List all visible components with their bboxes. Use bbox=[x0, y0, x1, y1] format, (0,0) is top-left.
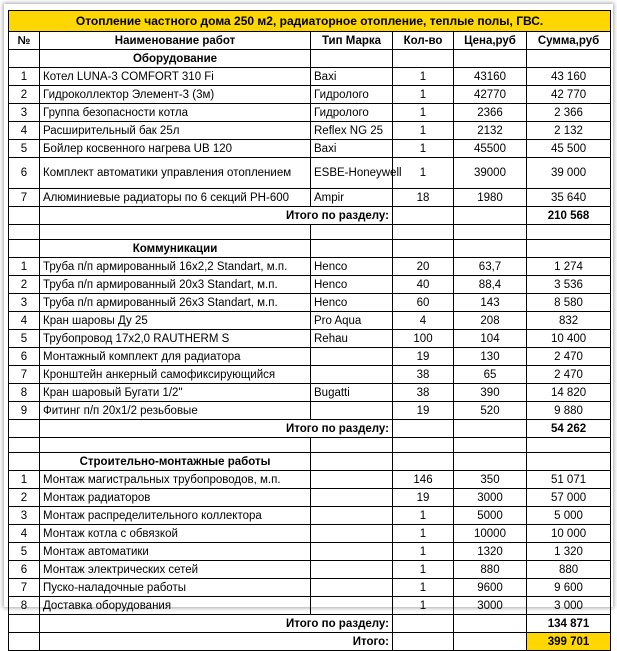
row-qty: 1 bbox=[393, 525, 454, 543]
table-row bbox=[9, 471, 611, 489]
empty-cell bbox=[454, 420, 527, 438]
empty-cell bbox=[454, 633, 527, 651]
row-sum: 45 500 bbox=[527, 140, 611, 158]
table-title: Отопление частного дома 250 м2, радиаторное отопление, теплые полы, ГВС. bbox=[9, 11, 611, 32]
row-brand bbox=[311, 525, 393, 543]
table-row bbox=[9, 258, 611, 276]
table-row bbox=[9, 507, 611, 525]
header-num: № bbox=[9, 32, 40, 50]
row-number: 6 bbox=[9, 348, 40, 366]
section-total-label: Итого по разделу: bbox=[40, 615, 393, 633]
row-price: 43160 bbox=[454, 68, 527, 86]
row-qty: 1 bbox=[393, 104, 454, 122]
row-name: Алюминиевые радиаторы по 6 секций РН-600 bbox=[40, 189, 311, 207]
row-brand bbox=[311, 489, 393, 507]
table-row bbox=[9, 348, 611, 366]
row-price: 880 bbox=[454, 561, 527, 579]
row-qty: 1 bbox=[393, 140, 454, 158]
empty-cell bbox=[311, 50, 393, 68]
table-row bbox=[9, 561, 611, 579]
row-name: Монтажный комплект для радиатора bbox=[40, 348, 311, 366]
header-price: Цена,руб bbox=[454, 32, 527, 50]
row-sum: 1 274 bbox=[527, 258, 611, 276]
row-sum: 2 470 bbox=[527, 348, 611, 366]
empty-cell bbox=[9, 50, 40, 68]
row-price: 390 bbox=[454, 384, 527, 402]
grand-total-label: Итого: bbox=[40, 633, 393, 651]
row-price: 10000 bbox=[454, 525, 527, 543]
empty-cell bbox=[454, 453, 527, 471]
empty-cell bbox=[454, 615, 527, 633]
row-sum: 2 470 bbox=[527, 366, 611, 384]
empty-cell bbox=[393, 438, 454, 453]
empty-cell bbox=[454, 240, 527, 258]
spacer-row bbox=[9, 225, 611, 240]
row-number: 9 bbox=[9, 402, 40, 420]
row-sum: 39 000 bbox=[527, 158, 611, 189]
row-name: Труба п/п армированный 20х3 Standart, м.п. bbox=[40, 276, 311, 294]
row-brand: Henco bbox=[311, 276, 393, 294]
table-row bbox=[9, 330, 611, 348]
empty-cell bbox=[454, 438, 527, 453]
row-qty: 19 bbox=[393, 489, 454, 507]
row-qty: 1 bbox=[393, 561, 454, 579]
empty-cell bbox=[311, 453, 393, 471]
row-qty: 100 bbox=[393, 330, 454, 348]
row-brand bbox=[311, 543, 393, 561]
section-total-row bbox=[9, 615, 611, 633]
table-row bbox=[9, 366, 611, 384]
section-title-row bbox=[9, 50, 611, 68]
table-row bbox=[9, 140, 611, 158]
empty-cell bbox=[393, 207, 454, 225]
row-number: 8 bbox=[9, 384, 40, 402]
row-brand: Reflex NG 25 bbox=[311, 122, 393, 140]
row-brand bbox=[311, 348, 393, 366]
empty-cell bbox=[454, 207, 527, 225]
spacer-row bbox=[9, 438, 611, 453]
row-number: 5 bbox=[9, 140, 40, 158]
row-price: 208 bbox=[454, 312, 527, 330]
table-row bbox=[9, 384, 611, 402]
row-sum: 57 000 bbox=[527, 489, 611, 507]
table-row bbox=[9, 86, 611, 104]
row-qty: 1 bbox=[393, 158, 454, 189]
row-brand: Baxi bbox=[311, 140, 393, 158]
section-title: Оборудование bbox=[40, 50, 311, 68]
row-number: 3 bbox=[9, 507, 40, 525]
row-brand bbox=[311, 561, 393, 579]
row-number: 5 bbox=[9, 543, 40, 561]
empty-cell bbox=[40, 438, 311, 453]
row-brand: ESBE-Honeywell bbox=[311, 158, 393, 189]
grand-total-row bbox=[9, 633, 611, 651]
table-row bbox=[9, 579, 611, 597]
section-total-value: 210 568 bbox=[527, 207, 611, 225]
row-sum: 35 640 bbox=[527, 189, 611, 207]
row-price: 63,7 bbox=[454, 258, 527, 276]
row-name: Монтаж магистральных трубопроводов, м.п. bbox=[40, 471, 311, 489]
row-name: Расширительный бак 25л bbox=[40, 122, 311, 140]
row-brand: Henco bbox=[311, 294, 393, 312]
row-qty: 1 bbox=[393, 86, 454, 104]
empty-cell bbox=[393, 615, 454, 633]
row-number: 4 bbox=[9, 525, 40, 543]
row-number: 1 bbox=[9, 471, 40, 489]
table-row bbox=[9, 543, 611, 561]
row-name: Котел LUNA-3 COMFORT 310 Fi bbox=[40, 68, 311, 86]
empty-cell bbox=[393, 50, 454, 68]
row-number: 6 bbox=[9, 158, 40, 189]
row-number: 4 bbox=[9, 122, 40, 140]
row-number: 7 bbox=[9, 579, 40, 597]
row-brand: Henco bbox=[311, 258, 393, 276]
row-price: 9600 bbox=[454, 579, 527, 597]
row-price: 42770 bbox=[454, 86, 527, 104]
row-sum: 9 600 bbox=[527, 579, 611, 597]
table-row bbox=[9, 158, 611, 189]
empty-cell bbox=[527, 438, 611, 453]
row-price: 2132 bbox=[454, 122, 527, 140]
row-name: Кронштейн анкерный самофиксирующийся bbox=[40, 366, 311, 384]
row-qty: 20 bbox=[393, 258, 454, 276]
row-sum: 9 880 bbox=[527, 402, 611, 420]
row-sum: 2 132 bbox=[527, 122, 611, 140]
row-name: Монтаж распределительного коллектора bbox=[40, 507, 311, 525]
row-qty: 146 bbox=[393, 471, 454, 489]
row-sum: 5 000 bbox=[527, 507, 611, 525]
empty-cell bbox=[9, 615, 40, 633]
row-price: 2366 bbox=[454, 104, 527, 122]
row-price: 1980 bbox=[454, 189, 527, 207]
grand-total-value: 399 701 bbox=[527, 633, 611, 651]
table-row bbox=[9, 189, 611, 207]
row-price: 88,4 bbox=[454, 276, 527, 294]
row-number: 8 bbox=[9, 597, 40, 615]
empty-cell bbox=[527, 240, 611, 258]
row-price: 39000 bbox=[454, 158, 527, 189]
row-number: 3 bbox=[9, 104, 40, 122]
row-sum: 10 400 bbox=[527, 330, 611, 348]
row-name: Трубопровод 17х2,0 RAUTHERM S bbox=[40, 330, 311, 348]
row-qty: 38 bbox=[393, 366, 454, 384]
row-price: 65 bbox=[454, 366, 527, 384]
empty-cell bbox=[9, 453, 40, 471]
section-title-row bbox=[9, 240, 611, 258]
row-qty: 1 bbox=[393, 597, 454, 615]
row-qty: 4 bbox=[393, 312, 454, 330]
row-brand: Rehau bbox=[311, 330, 393, 348]
row-price: 3000 bbox=[454, 489, 527, 507]
row-qty: 38 bbox=[393, 384, 454, 402]
section-total-value: 54 262 bbox=[527, 420, 611, 438]
empty-cell bbox=[9, 633, 40, 651]
row-name: Фитинг п/п 20х1/2 резьбовые bbox=[40, 402, 311, 420]
row-number: 7 bbox=[9, 189, 40, 207]
empty-cell bbox=[454, 225, 527, 240]
row-name: Монтаж электрических сетей bbox=[40, 561, 311, 579]
header-row bbox=[9, 32, 611, 50]
row-sum: 3 536 bbox=[527, 276, 611, 294]
row-brand: Ampir bbox=[311, 189, 393, 207]
empty-cell bbox=[393, 420, 454, 438]
row-qty: 60 bbox=[393, 294, 454, 312]
row-price: 104 bbox=[454, 330, 527, 348]
row-name: Группа безопасности котла bbox=[40, 104, 311, 122]
row-name: Монтаж радиаторов bbox=[40, 489, 311, 507]
row-qty: 1 bbox=[393, 68, 454, 86]
estimate-table bbox=[8, 10, 611, 651]
table-row bbox=[9, 294, 611, 312]
row-name: Труба п/п армированный 16х2,2 Standart, м.п. bbox=[40, 258, 311, 276]
row-sum: 8 580 bbox=[527, 294, 611, 312]
empty-cell bbox=[393, 225, 454, 240]
empty-cell bbox=[9, 240, 40, 258]
row-brand bbox=[311, 507, 393, 525]
header-brand: Тип Марка bbox=[311, 32, 393, 50]
table-row bbox=[9, 122, 611, 140]
row-brand bbox=[311, 471, 393, 489]
document-frame bbox=[4, 4, 613, 648]
row-number: 7 bbox=[9, 366, 40, 384]
row-brand: Гидролого bbox=[311, 86, 393, 104]
row-brand bbox=[311, 597, 393, 615]
row-brand bbox=[311, 366, 393, 384]
section-total-value: 134 871 bbox=[527, 615, 611, 633]
table-row bbox=[9, 276, 611, 294]
row-brand: Гидролого bbox=[311, 104, 393, 122]
empty-cell bbox=[9, 225, 40, 240]
row-number: 1 bbox=[9, 68, 40, 86]
row-brand: Pro Aqua bbox=[311, 312, 393, 330]
row-sum: 2 366 bbox=[527, 104, 611, 122]
header-qty: Кол-во bbox=[393, 32, 454, 50]
row-price: 350 bbox=[454, 471, 527, 489]
header-sum: Сумма,руб bbox=[527, 32, 611, 50]
row-qty: 1 bbox=[393, 579, 454, 597]
row-qty: 1 bbox=[393, 122, 454, 140]
row-qty: 1 bbox=[393, 543, 454, 561]
table-row bbox=[9, 68, 611, 86]
row-name: Доставка оборудования bbox=[40, 597, 311, 615]
row-number: 2 bbox=[9, 86, 40, 104]
section-total-label: Итого по разделу: bbox=[40, 207, 393, 225]
row-number: 3 bbox=[9, 294, 40, 312]
table-row bbox=[9, 402, 611, 420]
row-sum: 42 770 bbox=[527, 86, 611, 104]
header-name: Наименование работ bbox=[40, 32, 311, 50]
row-sum: 51 071 bbox=[527, 471, 611, 489]
row-number: 5 bbox=[9, 330, 40, 348]
section-title: Строительно-монтажные работы bbox=[40, 453, 311, 471]
empty-cell bbox=[311, 240, 393, 258]
row-number: 6 bbox=[9, 561, 40, 579]
empty-cell bbox=[393, 633, 454, 651]
table-row bbox=[9, 489, 611, 507]
row-sum: 3 000 bbox=[527, 597, 611, 615]
row-brand bbox=[311, 579, 393, 597]
row-name: Бойлер косвенного нагрева UB 120 bbox=[40, 140, 311, 158]
row-number: 1 bbox=[9, 258, 40, 276]
row-sum: 880 bbox=[527, 561, 611, 579]
section-title: Коммуникации bbox=[40, 240, 311, 258]
row-sum: 1 320 bbox=[527, 543, 611, 561]
row-sum: 43 160 bbox=[527, 68, 611, 86]
empty-cell bbox=[9, 438, 40, 453]
empty-cell bbox=[527, 225, 611, 240]
empty-cell bbox=[527, 50, 611, 68]
row-qty: 19 bbox=[393, 348, 454, 366]
row-price: 130 bbox=[454, 348, 527, 366]
row-name: Пуско-наладочные работы bbox=[40, 579, 311, 597]
section-title-row bbox=[9, 453, 611, 471]
row-name: Кран шаровый Бугати 1/2" bbox=[40, 384, 311, 402]
row-number: 2 bbox=[9, 276, 40, 294]
table-row bbox=[9, 597, 611, 615]
row-name: Монтаж автоматики bbox=[40, 543, 311, 561]
row-number: 4 bbox=[9, 312, 40, 330]
empty-cell bbox=[527, 453, 611, 471]
row-name: Труба п/п армированный 26х3 Standart, м.п. bbox=[40, 294, 311, 312]
row-price: 5000 bbox=[454, 507, 527, 525]
row-name: Гидроколлектор Элемент-3 (3м) bbox=[40, 86, 311, 104]
row-name: Кран шаровы Ду 25 bbox=[40, 312, 311, 330]
row-price: 45500 bbox=[454, 140, 527, 158]
row-qty: 1 bbox=[393, 507, 454, 525]
empty-cell bbox=[311, 225, 393, 240]
row-qty: 40 bbox=[393, 276, 454, 294]
table-row bbox=[9, 104, 611, 122]
empty-cell bbox=[9, 207, 40, 225]
section-total-row bbox=[9, 207, 611, 225]
row-price: 143 bbox=[454, 294, 527, 312]
row-sum: 10 000 bbox=[527, 525, 611, 543]
row-sum: 832 bbox=[527, 312, 611, 330]
row-price: 1320 bbox=[454, 543, 527, 561]
row-sum: 14 820 bbox=[527, 384, 611, 402]
empty-cell bbox=[311, 438, 393, 453]
table-title-row bbox=[9, 11, 611, 32]
empty-cell bbox=[393, 240, 454, 258]
row-name: Монтаж котла с обвязкой bbox=[40, 525, 311, 543]
row-brand: Bugatti bbox=[311, 384, 393, 402]
empty-cell bbox=[393, 453, 454, 471]
empty-cell bbox=[9, 420, 40, 438]
table-row bbox=[9, 525, 611, 543]
row-qty: 19 bbox=[393, 402, 454, 420]
row-price: 3000 bbox=[454, 597, 527, 615]
section-total-row bbox=[9, 420, 611, 438]
row-brand: Baxi bbox=[311, 68, 393, 86]
section-total-label: Итого по разделу: bbox=[40, 420, 393, 438]
empty-cell bbox=[454, 50, 527, 68]
row-brand bbox=[311, 402, 393, 420]
row-name: Комплект автоматики управления отоплением bbox=[40, 158, 311, 189]
table-row bbox=[9, 312, 611, 330]
row-number: 2 bbox=[9, 489, 40, 507]
row-price: 520 bbox=[454, 402, 527, 420]
empty-cell bbox=[40, 225, 311, 240]
row-qty: 18 bbox=[393, 189, 454, 207]
